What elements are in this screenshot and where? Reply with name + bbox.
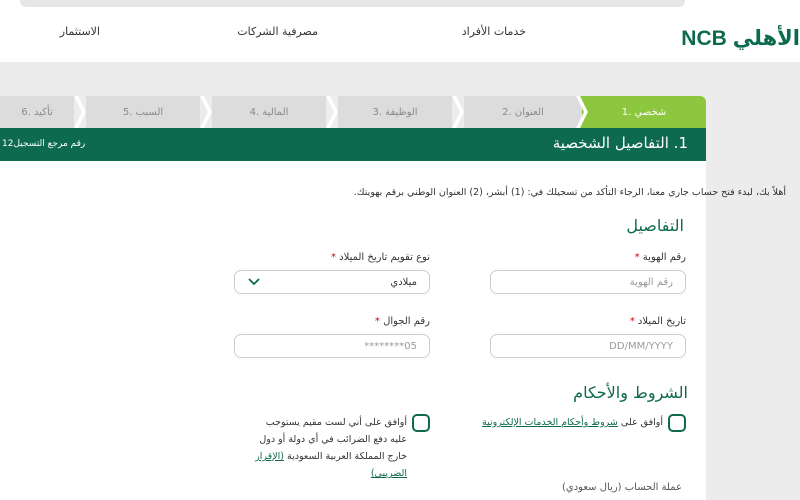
mobile-input[interactable] xyxy=(234,334,430,358)
mobile-placeholder: 05******** xyxy=(364,340,417,352)
step-financial-label: 4. المالية xyxy=(249,106,289,118)
id-number-label xyxy=(635,252,686,263)
required-mark: * xyxy=(374,316,380,327)
calendar-type-select[interactable] xyxy=(234,270,430,294)
step-address[interactable] xyxy=(464,96,582,128)
calendar-type-label xyxy=(331,252,430,263)
required-mark: * xyxy=(330,252,336,263)
step-separator-icon xyxy=(452,96,464,128)
required-mark: * xyxy=(629,316,635,327)
nav-corporate-banking[interactable]: مصرفية الشركات xyxy=(237,25,318,38)
step-separator-icon xyxy=(74,96,86,128)
section-titlebar xyxy=(0,128,706,161)
agree-terms-prefix: أوافق على xyxy=(620,417,663,428)
ncb-logo[interactable] xyxy=(681,26,800,51)
details-heading: التفاصيل xyxy=(626,216,684,235)
step-personal[interactable] xyxy=(582,96,706,128)
dob-label-text: تاريخ الميلاد xyxy=(637,316,686,327)
header-shadow xyxy=(20,0,685,7)
id-number-placeholder: رقم الهوية xyxy=(629,276,673,288)
dob-input[interactable] xyxy=(490,334,686,358)
step-personal-label: 1. شخصي xyxy=(621,106,667,118)
required-mark: * xyxy=(634,252,640,263)
terms-link[interactable]: شروط وأحكام الخدمات الإلكترونية xyxy=(482,417,618,428)
agree-terms-text xyxy=(482,414,663,431)
intro-text: أهلاً بك، لبدء فتح حساب جاري معنا، الرجاء التأكد من تسجيلك في: (1) أبشر، (2) العنوان الوطني برقم بهويتك. xyxy=(353,187,786,198)
logo-latin: NCB xyxy=(681,27,727,50)
chevron-down-icon xyxy=(247,277,261,287)
mobile-label-text: رقم الجوال xyxy=(383,316,430,327)
tax-declaration-link[interactable]: (الإقرار الضريبي) xyxy=(255,451,407,479)
dob-label xyxy=(630,316,686,327)
account-currency-label: عملة الحساب (ريال سعودي) xyxy=(562,482,682,493)
step-reason[interactable] xyxy=(86,96,200,128)
id-number-input[interactable] xyxy=(490,270,686,294)
step-reason-label: 5. السبب xyxy=(122,106,164,118)
calendar-type-label-text: نوع تقويم تاريخ الميلاد xyxy=(339,252,430,263)
mobile-label xyxy=(375,316,430,327)
terms-heading: الشروط والأحكام xyxy=(573,383,688,402)
id-number-label-text: رقم الهوية xyxy=(642,252,686,263)
nav-investment[interactable]: الاستثمار xyxy=(59,25,100,38)
top-header xyxy=(0,0,800,62)
step-address-label: 2. العنوان xyxy=(502,106,544,118)
agree-terms-checkbox[interactable] xyxy=(668,414,686,432)
step-confirm-label: 6. تأكيد xyxy=(21,106,53,118)
nav-personal-services[interactable]: خدمات الأفراد xyxy=(461,25,526,38)
step-job-label: 3. الوظيفة xyxy=(372,106,418,118)
tax-declaration-checkbox[interactable] xyxy=(412,414,430,432)
step-separator-icon xyxy=(576,96,588,128)
page-title: 1. التفاصيل الشخصية xyxy=(552,134,688,152)
step-progress xyxy=(0,96,706,128)
calendar-type-value: ميلادي xyxy=(390,276,417,288)
dob-placeholder: DD/MM/YYYY xyxy=(609,340,673,352)
step-financial[interactable] xyxy=(212,96,326,128)
tax-declaration-text xyxy=(247,414,407,482)
step-job[interactable] xyxy=(338,96,452,128)
step-confirm[interactable] xyxy=(0,96,74,128)
tax-declaration-body: أوافق على أني لست مقيم يستوجب عليه دفع الضرائب في أي دولة أو دول خارج المملكة العربية السعودية xyxy=(259,417,407,462)
step-separator-icon xyxy=(326,96,338,128)
registration-reference: رقم مرجع التسجيل12 xyxy=(2,139,86,149)
logo-arabic: الأهلي xyxy=(732,26,800,50)
step-separator-icon xyxy=(200,96,212,128)
